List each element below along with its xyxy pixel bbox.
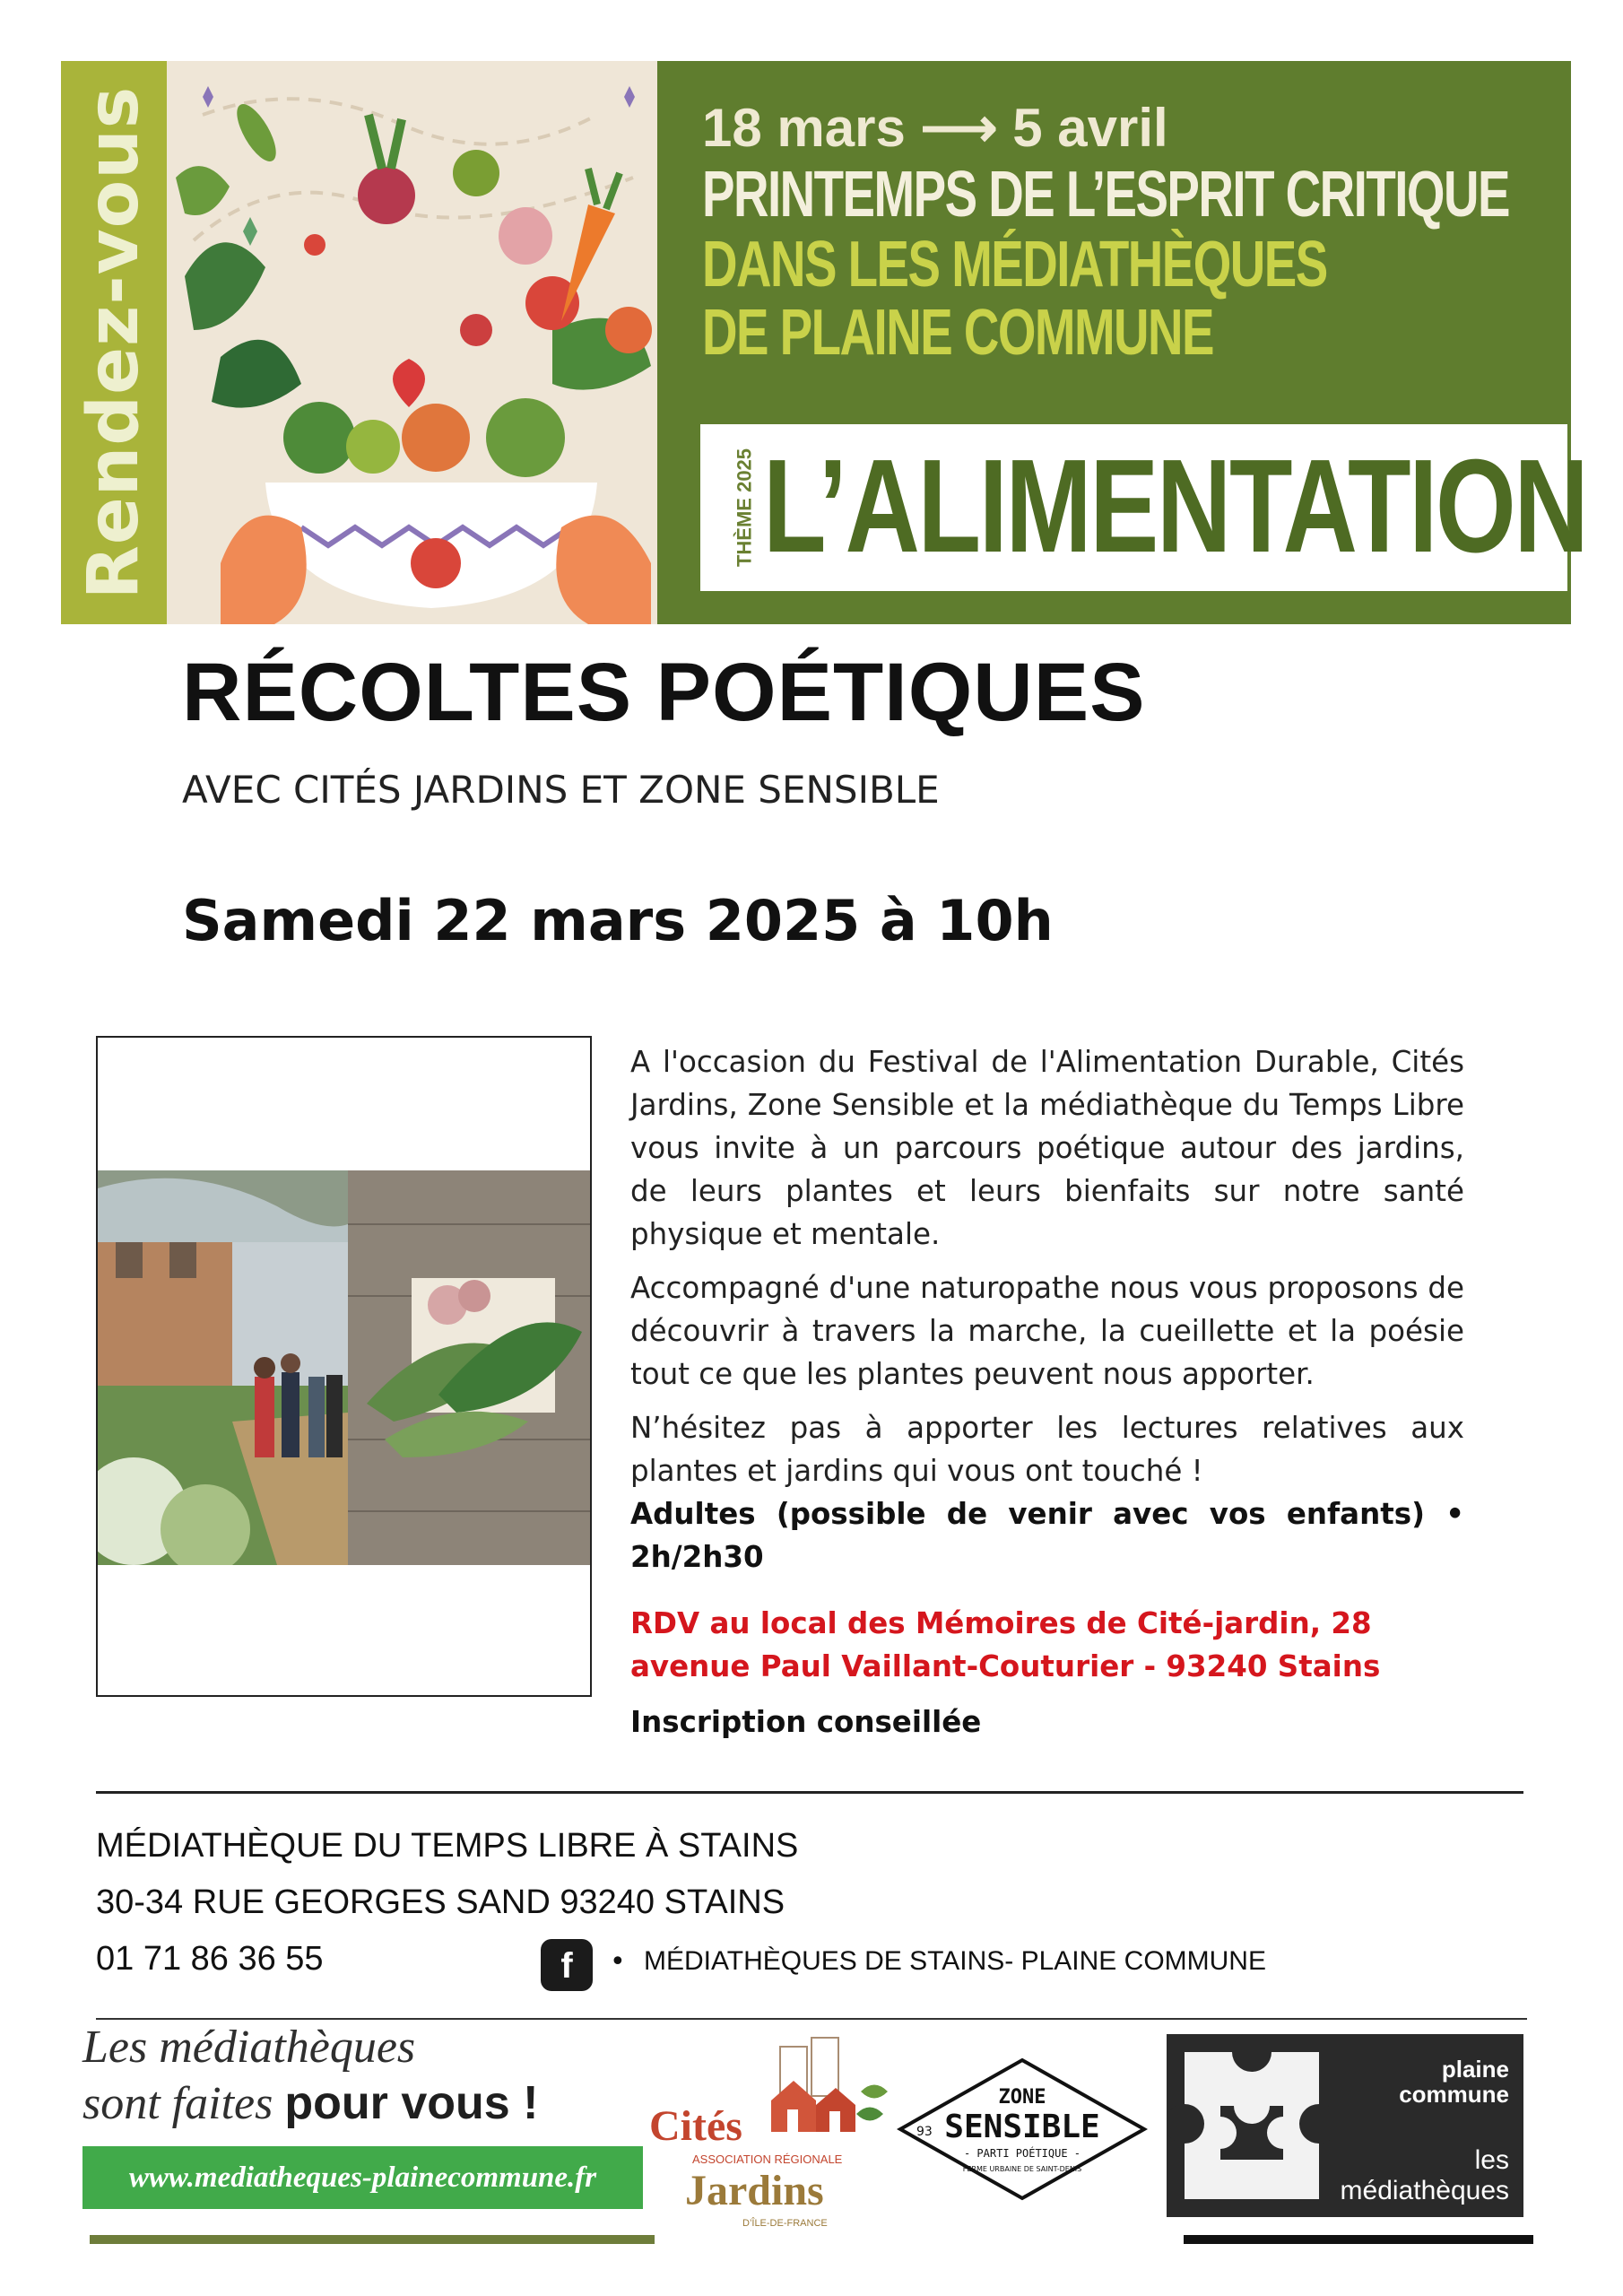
meeting-location: RDV au local des Mémoires de Cité-jardin, 28 avenue Paul Vaillant-Couturier - 93240 Stains <box>630 1606 1381 1683</box>
zone-sub: - PARTI POÉTIQUE - <box>963 2147 1081 2160</box>
description-paragraph: Accompagné d'une naturopathe nous vous proposons de découvrir à travers la marche, la cueillette et la poésie tout ce que les plantes peuvent nous apporter. <box>630 1271 1464 1391</box>
footer-accent-bar <box>1184 2235 1533 2244</box>
plaine-commune-logo <box>1167 2034 1523 2217</box>
event-description <box>630 1040 1464 1754</box>
jardins-word: Jardins <box>685 2167 824 2214</box>
zone-foot: FERME URBAINE DE SAINT-DENIS <box>962 2165 1082 2173</box>
pc-top: plaine <box>1441 2056 1509 2083</box>
registration-note: Inscription conseillée <box>630 1705 982 1739</box>
audience-duration: Adultes (possible de venir avec vos enfants) • 2h/2h30 <box>630 1497 1464 1574</box>
theme-year: THÈME 2025 <box>733 448 756 568</box>
event-date: Samedi 22 mars 2025 à 10h <box>182 888 1054 953</box>
photo-frame <box>96 1036 592 1697</box>
festival-subtitle-line2: DE PLAINE COMMUNE <box>702 297 1214 369</box>
event-photo <box>98 1170 590 1565</box>
facebook-icon[interactable]: f <box>541 1939 593 1991</box>
rendez-vous-strip <box>61 61 167 624</box>
event-banner <box>61 61 1587 624</box>
event-title: RÉCOLTES POÉTIQUES <box>182 647 1146 738</box>
theme-title: L’ALIMENTATION <box>763 432 1587 580</box>
bullet: • <box>610 1946 626 1978</box>
description-paragraph: A l'occasion du Festival de l'Alimentation Durable, Cités Jardins, Zone Sensible et la médiathèque du Temps Libre vous invite à un parcours poétique autour des jardins, de leurs plantes et leurs bienfaits sur notre santé physique et mentale. <box>630 1045 1464 1251</box>
facebook-page-label[interactable]: MÉDIATHÈQUES DE STAINS- PLAINE COMMUNE <box>644 1946 1266 1976</box>
cites-assoc: ASSOCIATION RÉGIONALE <box>692 2152 843 2166</box>
library-name: MÉDIATHÈQUE DU TEMPS LIBRE À STAINS <box>96 1827 799 1865</box>
zone-main: SENSIBLE <box>944 2109 1100 2145</box>
zone-sensible-logo <box>897 2057 1148 2202</box>
pc-bottom2: médiathèques <box>1340 2176 1509 2205</box>
library-address: 30-34 RUE GEORGES SAND 93240 STAINS <box>96 1883 785 1921</box>
event-subtitle: AVEC CITÉS JARDINS ET ZONE SENSIBLE <box>182 768 940 812</box>
slogan-line2-b: pour vous ! <box>284 2077 539 2129</box>
food-illustration <box>167 61 657 624</box>
slogan-line1: Les médiathèques <box>82 2022 416 2073</box>
pc-top2: commune <box>1399 2081 1509 2108</box>
festival-title: PRINTEMPS DE L’ESPRIT CRITIQUE <box>702 159 1509 230</box>
website-banner[interactable] <box>82 2146 643 2209</box>
cites-jardins-logo <box>646 2029 897 2244</box>
cites-word: Cités <box>649 2102 742 2150</box>
website-link[interactable]: www.mediatheques-plainecommune.fr <box>128 2161 597 2194</box>
footer-accent-bar <box>90 2235 655 2244</box>
zone-number: 93 <box>916 2125 933 2139</box>
theme-box <box>700 424 1587 591</box>
footer-divider <box>96 1791 1523 1794</box>
rendez-vous-label: Rendez-vous <box>74 85 154 600</box>
salad-bowl-illustration <box>167 61 657 624</box>
pc-bottom: les <box>1474 2145 1509 2175</box>
slogan-line2 <box>82 2076 538 2130</box>
banner-title-panel <box>657 61 1587 624</box>
description-paragraph: N’hésitez pas à apporter les lectures relatives aux plantes et jardins qui vous ont touché ! <box>630 1411 1464 1488</box>
festival-subtitle-line1: DANS LES MÉDIATHÈQUES <box>702 229 1327 300</box>
slogan-line2-a: sont faites <box>82 2078 273 2129</box>
footer-divider <box>96 2018 1527 2020</box>
library-phone: 01 71 86 36 55 <box>96 1940 324 1978</box>
puzzle-mark <box>1167 2034 1523 2217</box>
cites-region: D’ÎLE-DE-FRANCE <box>742 2218 828 2229</box>
zone-top: ZONE <box>998 2086 1046 2109</box>
festival-dates: 18 mars ⟶ 5 avril <box>702 98 1168 158</box>
